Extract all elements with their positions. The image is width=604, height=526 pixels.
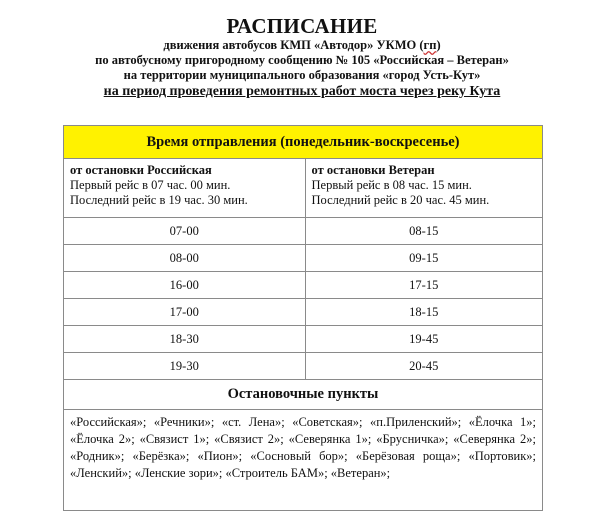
points-header-row (64, 380, 543, 410)
time-from-cell: 07-00 (64, 218, 306, 245)
right-stop-cell (305, 159, 543, 218)
time-row (64, 272, 543, 299)
time-from-cell: 08-00 (64, 245, 306, 272)
header-line-route: по автобусному пригородному сообщению № 105 «Российская – Ветеран» (95, 53, 509, 67)
gp-abbrev: гп (423, 38, 437, 52)
time-from-cell: 18-30 (64, 326, 306, 353)
points-row (64, 410, 543, 511)
time-row (64, 218, 543, 245)
time-to-cell: 20-45 (305, 353, 543, 380)
header-line-operator (0, 38, 604, 53)
schedule-table (63, 125, 543, 511)
time-from-cell: 16-00 (64, 272, 306, 299)
time-to-cell: 17-15 (305, 272, 543, 299)
operator-close: ) (436, 38, 441, 52)
header-line-territory: на территории муниципального образования «город Усть-Кут» (123, 68, 481, 82)
time-from-cell: 17-00 (64, 299, 306, 326)
time-row (64, 299, 543, 326)
right-stop-name: от остановки Ветеран (311, 163, 435, 177)
header-line-period: на период проведения ремонтных работ моста через реку Кута (103, 84, 501, 99)
section-header-row (64, 126, 543, 159)
left-last-trip: Последний рейс в 19 час. 30 мин. (70, 193, 248, 207)
stop-points-list: «Российская»; «Речники»; «ст. Лена»; «Советская»; «п.Приленский»; «Ёлочка 1»; «Ёлочка 2»; «Связист 1»; «Связист 2»; «Северянка 1»; «Брусничка»; «Северянка 2»; «Родник»; «Берёзка»; «Пион»; «Сосновый бор»; «Берёзовая роща»; «Портовик»; «Ленский»; «Ленские зори»; «Строитель БАМ»; «Ветеран»; (64, 410, 543, 511)
time-to-cell: 18-15 (305, 299, 543, 326)
time-from-cell: 19-30 (64, 353, 306, 380)
time-row (64, 245, 543, 272)
stop-points-header: Остановочные пункты (64, 380, 543, 410)
departure-time-header: Время отправления (понедельник-воскресенье) (64, 126, 543, 159)
document-title: РАСПИСАНИЕ (226, 14, 378, 38)
stops-row (64, 159, 543, 218)
time-row (64, 353, 543, 380)
left-first-trip: Первый рейс в 07 час. 00 мин. (70, 178, 231, 192)
document-header (0, 14, 604, 100)
left-stop-name: от остановки Российская (70, 163, 212, 177)
right-first-trip: Первый рейс в 08 час. 15 мин. (311, 178, 472, 192)
operator-text: движения автобусов КМП «Автодор» УКМО ( (163, 38, 424, 52)
time-row (64, 326, 543, 353)
time-to-cell: 19-45 (305, 326, 543, 353)
left-stop-cell (64, 159, 306, 218)
time-to-cell: 09-15 (305, 245, 543, 272)
right-last-trip: Последний рейс в 20 час. 45 мин. (311, 193, 490, 207)
time-to-cell: 08-15 (305, 218, 543, 245)
